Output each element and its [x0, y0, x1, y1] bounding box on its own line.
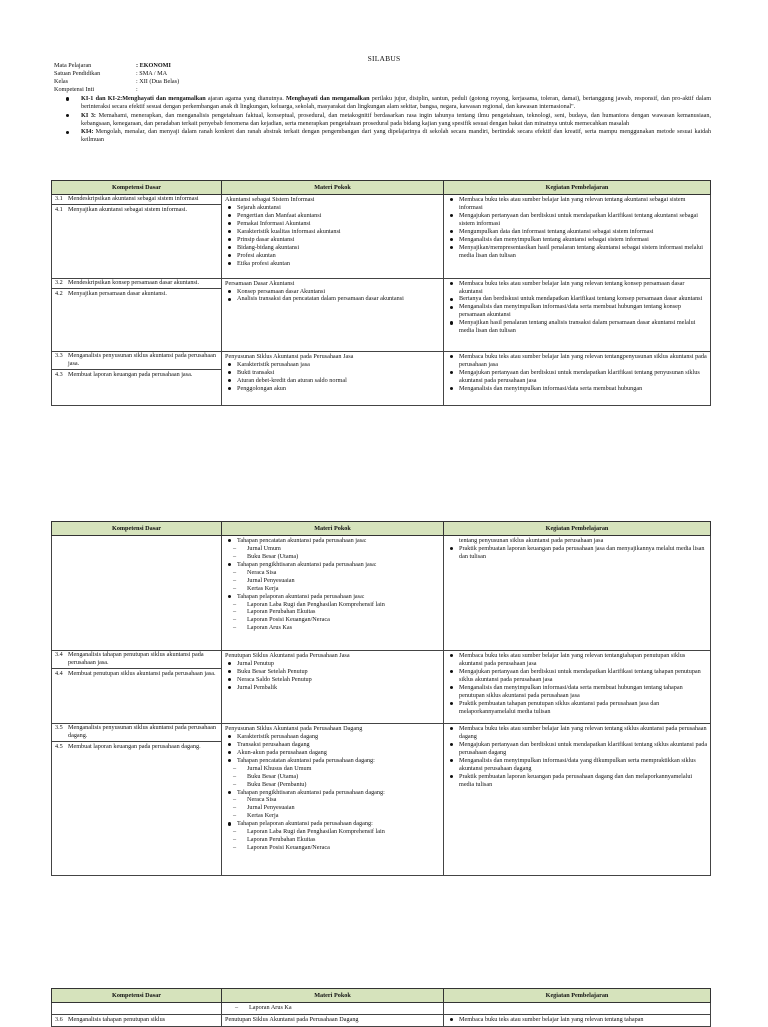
bullet-list — [447, 280, 708, 336]
list-item — [225, 561, 441, 593]
header-kompetensi-dasar: Kompetensi Dasar — [52, 522, 222, 536]
list-item-label: Transaksi perusahaan dagang — [237, 740, 310, 748]
meta-label: Kelas — [54, 78, 69, 85]
meta-row — [54, 78, 179, 86]
table-row — [52, 651, 711, 724]
list-item: Membaca buku teks atau sumber belajar lain yang relevan tentang siklus akuntansi pada perusahaan dagang — [447, 725, 708, 741]
dash-list — [233, 545, 441, 561]
kd-item — [52, 369, 221, 380]
dash-item: – Buku Besar (Utama) — [233, 553, 441, 561]
header-kompetensi-dasar: Kompetensi Dasar — [52, 989, 222, 1003]
kompetensi-inti-list — [63, 95, 711, 145]
list-item: Menganalisis dan menyimpulkan informasi/data serta membuat hubungan tentang konsep persamaan akuntansi — [447, 303, 708, 319]
list-item: Neraca Saldo Setelah Penutup — [225, 676, 441, 684]
dash-list — [233, 569, 441, 593]
list-item — [225, 757, 441, 789]
list-item: Karakteristik perusahaan jasa — [225, 361, 441, 369]
list-item-label: Tahapan pengikhtisaran akuntansi pada perusahaan dagang: — [237, 788, 385, 796]
materi-title: Penyusunan Siklus Akuntansi pada Perusahaan Dagang — [225, 725, 363, 732]
table-row — [52, 278, 711, 351]
list-item: Menyajikan/mempresentasikan hasil penalaran tentang akuntansi sebagai sistem informasi melalui media lisan dan tulisan — [447, 244, 708, 260]
list-item: Sejarah akuntansi — [225, 204, 441, 212]
list-item: Prinsip dasar akuntansi — [225, 236, 441, 244]
ki-text: perilaku jujur, disiplin, santun, peduli (gotong royong, kerjasama, toleran, damai), bertanggung jawab, responsif, dan pro-aktif dalam berinteraksi secara efektif sesuai dengan perkembangan anak di lingkungan, keluarga, sekolah, masyarakat dan lingkungan alam sekitar, bangsa, negara, kawasan regional, dan kawasan internasional". — [81, 95, 712, 110]
table-row — [52, 195, 711, 279]
dash-item: – Laporan Arus Ka — [235, 1004, 441, 1012]
list-item: Bukti transaksi — [225, 369, 441, 377]
meta-value: : SMA / MA — [136, 70, 168, 77]
dash-item: – Laporan Posisi Keuangan/Neraca — [233, 616, 441, 624]
meta-value: : EKONOMI — [136, 62, 171, 69]
syllabus-table-3 — [51, 988, 711, 1027]
kd-text: Menganalisis penyusunan siklus akuntansi pada perusahaan jasa. — [68, 351, 216, 367]
kegiatan-cell — [444, 724, 711, 876]
kd-number: 3.3 — [55, 351, 63, 359]
bullet-list — [225, 733, 441, 852]
kompetensi-dasar-cell — [52, 351, 222, 405]
list-item: Membaca buku teks atau sumber belajar lain yang relevan tentang tahapan — [447, 1016, 708, 1024]
ki-label: KI4: — [81, 128, 94, 136]
table-row — [52, 1003, 711, 1015]
list-item: Membaca buku teks atau sumber belajar lain yang relevan tentangpenyusunan siklus akuntansi pada perusahaan jasa — [447, 353, 708, 369]
list-item — [225, 537, 441, 561]
header-kegiatan-pembelajaran: Kegiatan Pembelajaran — [444, 181, 711, 195]
table-row — [52, 536, 711, 651]
kd-number: 3.1 — [55, 195, 63, 202]
dash-item: – Jurnal Khusus dan Umum — [233, 765, 441, 773]
list-item: Mengumpulkan data dan informasi tentang akuntansi sebagai sistem informasi — [447, 228, 708, 236]
list-item — [225, 820, 441, 852]
ki-item — [63, 95, 711, 111]
kompetensi-dasar-cell — [52, 536, 222, 651]
bullet-list — [447, 196, 708, 260]
meta-row — [54, 70, 179, 78]
dash-item: – Laporan Arus Kas — [233, 624, 441, 632]
list-item: Penggolongan akun — [225, 385, 441, 393]
dash-item: – Laporan Posisi Keuangan/Neraca — [233, 844, 441, 852]
ki-label: KI 3: — [81, 111, 96, 119]
header-kegiatan-pembelajaran: Kegiatan Pembelajaran — [444, 989, 711, 1003]
syllabus-table-2 — [51, 521, 711, 876]
list-item — [225, 789, 441, 821]
kegiatan-cell — [444, 536, 711, 651]
materi-pokok-cell — [222, 1003, 444, 1015]
dash-item: – Jurnal Penyesuaian — [233, 804, 441, 812]
materi-pokok-cell — [222, 195, 444, 279]
kd-item — [52, 195, 221, 204]
list-item: Mengajukan pertanyaan dan berdiskusi untuk mendapatkan klarifikasi tentang siklus akuntansi pada perusahaan dagang — [447, 741, 708, 757]
dash-item: – Kertas Kerja — [233, 585, 441, 593]
bullet-list — [225, 537, 441, 632]
list-item: Pengertian dan Manfaat akuntansi — [225, 212, 441, 220]
kd-text: Menganalisis penyusunan siklus akuntansi pada perusahaan dagang. — [68, 724, 216, 739]
list-item: Praktik pembuatan tahapan penutupan siklus akuntansi pada perusahaan jasa dan melaporkannyamelalui media tulisan — [447, 700, 708, 716]
dash-item: – Buku Besar (Utama) — [233, 773, 441, 781]
list-item: Bertanya dan berdiskusi untuk mendapatkan klarifikasi tentang konsep persamaan dasar akuntansi — [447, 295, 708, 303]
list-item: Mengajukan pertanyaan dan berdiskusi untuk mendapatkan klarifikasi tentang tahapan penutupan siklus akuntansi pada perusahaan jasa — [447, 668, 708, 684]
dash-item: – Laporan Perubahan Ekuitas — [233, 608, 441, 616]
list-item: Aturan debet-kredit dan aturan saldo normal — [225, 377, 441, 385]
kegiatan-cell — [444, 195, 711, 279]
materi-pokok-cell — [222, 351, 444, 405]
header-kegiatan-pembelajaran: Kegiatan Pembelajaran — [444, 522, 711, 536]
dash-item: – Laporan Perubahan Ekuitas — [233, 836, 441, 844]
header-materi-pokok: Materi Pokok — [222, 522, 444, 536]
list-item — [225, 749, 441, 757]
meta-value: : XII (Dua Belas) — [136, 78, 180, 85]
dash-list — [233, 828, 441, 852]
kd-number: 3.6 — [55, 1016, 63, 1023]
list-item — [225, 733, 441, 741]
kd-text: Menganalisis tahapan penutupan siklus — [68, 1016, 166, 1023]
kd-number: 3.4 — [55, 651, 63, 658]
dash-item: – Kertas Kerja — [233, 812, 441, 820]
list-item: Mengajukan pertanyaan dan berdiskusi untuk mendapatkan klarifikasi tentang penyusunan siklus akuntansi pada perusahaan jasa — [447, 369, 708, 385]
kd-item — [52, 724, 221, 741]
list-item: Menganalisis dan menyimpulkan tentang akuntansi sebagai sistem informasi — [447, 236, 708, 244]
meta-row — [54, 86, 179, 94]
kegiatan-cell — [444, 1015, 711, 1027]
list-item: Bidang-bidang akuntansi — [225, 244, 441, 252]
list-item — [225, 593, 441, 633]
table-row — [52, 724, 711, 876]
kegiatan-cell — [444, 651, 711, 724]
list-item: Konsep persamaan dasar Akuntansi — [225, 288, 441, 296]
bullet-list — [225, 204, 441, 268]
list-item: Praktik pembuatan laporan keuangan pada perusahaan dagang dan dan melaporkannyamelalui media tulisan — [447, 773, 708, 789]
kompetensi-dasar-cell — [52, 195, 222, 279]
bullet-list — [447, 652, 708, 716]
list-item-label: Tahapan pelaporan akuntansi pada perusahaan jasa: — [237, 592, 365, 600]
kd-item — [52, 288, 221, 299]
dash-list — [233, 765, 441, 789]
kd-item — [52, 279, 221, 288]
list-item: Profesi akuntan — [225, 252, 441, 260]
meta-label: Mata Pelajaran — [54, 62, 92, 69]
dash-item: – Laporan Laba Rugi dan Penghasilan Komprehensif lain — [233, 601, 441, 609]
kd-item — [52, 651, 221, 668]
dash-item: – Buku Besar (Pembantu) — [233, 781, 441, 789]
list-item: Membaca buku teks atau sumber belajar lain yang relevan tentang konsep persamaan dasar akuntansi — [447, 280, 708, 296]
list-item: Jurnal Penutup — [225, 660, 441, 668]
ki-text: ajaran agama yang dianutnya. — [205, 95, 287, 102]
materi-pokok-cell — [222, 651, 444, 724]
kompetensi-dasar-cell — [52, 278, 222, 351]
kd-item — [52, 204, 221, 215]
bullet-list — [447, 353, 708, 393]
kd-number: 4.2 — [55, 289, 63, 297]
kegiatan-cell — [444, 1003, 711, 1015]
list-item: Menyajikan hasil penalaran tentang analisis transaksi dalam persamaan dasar akuntansi melalui media lisan dan tulisan — [447, 319, 708, 335]
list-item: Mengajukan pertanyaan dan berdiskusi untuk mendapatkan klarifikasi tentang akuntansi sebagai sistem informasi — [447, 212, 708, 228]
dash-item: – Neraca Sisa — [233, 796, 441, 804]
kompetensi-dasar-cell — [52, 1015, 222, 1027]
list-item: Pemakai Informasi Akuntansi — [225, 220, 441, 228]
materi-pokok-cell — [222, 724, 444, 876]
list-item-label: Tahapan pengikhtisaran akuntansi pada perusahaan jasa: — [237, 560, 377, 568]
list-item: Menganalisis dan menyimpulkan informasi/data serta membuat hubungan tentang tahapan penutupan siklus akuntansi pada perusahaan jasa — [447, 684, 708, 700]
ki-text: Mengolah, menalar, dan menyaji dalam ranah konkret dan ranah abstrak terkait dengan pengembangan dari yang dipelajarinya di sekolah secara mandiri, bertindak secara efektif dan kreatif, serta mampu menggunakan metode sesuai kaidah keilmuan — [81, 128, 711, 144]
dash-list — [233, 601, 441, 633]
list-item-label: Tahapan pencatatan akuntansi pada perusahaan jasa: — [237, 537, 367, 544]
list-item: Jurnal Pembalik — [225, 684, 441, 692]
materi-pokok-cell — [222, 278, 444, 351]
ki-text: Memahami, menerapkan, dan menganalisis pengetahuan faktual, konseptual, prosedural, dan metakognitif berdasarkan rasa ingin tahunya tentang ilmu pengetahuan, teknologi, seni, budaya, dan humaniora dengan wawasan kemanusiaan, kebangsaan, kenegaraan, dan peradaban terkait penyebab fenomena dan kejadian, serta menerapkan pengetahuan prosedural pada bidang kajian yang spesifik sesuai dengan bakat dan minatnya untuk memecahkan masalah — [81, 111, 712, 127]
kompetensi-dasar-cell — [52, 651, 222, 724]
kegiatan-cell — [444, 278, 711, 351]
table-row — [52, 1015, 711, 1027]
materi-title: Penutupan Siklus Akuntansi pada Perusahaan Dagang — [225, 1016, 359, 1023]
kd-item — [52, 668, 221, 679]
header-materi-pokok: Materi Pokok — [222, 181, 444, 195]
list-item: Analisis transaksi dan pencatatan dalam persamaan dasar akuntansi — [225, 295, 441, 303]
kd-text: Menyajikan akuntansi sebagai sistem informasi. — [68, 205, 188, 213]
materi-pokok-cell — [222, 536, 444, 651]
materi-title: Penutupan Siklus Akuntansi pada Perusahaan Jasa — [225, 652, 350, 659]
kd-number: 4.5 — [55, 742, 63, 750]
bullet-list — [447, 1016, 708, 1024]
list-item-label: Tahapan pelaporan akuntansi pada perusahaan dagang: — [237, 820, 373, 828]
dash-item: – Laporan Laba Rugi dan Penghasilan Komprehensif lain — [233, 828, 441, 836]
kd-number: 3.5 — [55, 724, 63, 731]
kd-text: Membuat penutupan siklus akuntansi pada perusahaan jasa. — [68, 669, 216, 677]
kd-item — [52, 741, 221, 752]
list-item: Menganalisis dan menyimpulkan informasi/data yang dikumpulkan serta mempraktikkan siklus akuntansi perusahaan dagang — [447, 757, 708, 773]
meta-value: : — [136, 86, 138, 93]
page-title: SILABUS — [367, 54, 401, 63]
kd-text: Mendeskripsikan konsep persamaan dasar akuntansi. — [68, 278, 200, 286]
materi-pokok-cell — [222, 1015, 444, 1027]
header-materi-pokok: Materi Pokok — [222, 989, 444, 1003]
kd-item — [52, 352, 221, 369]
continued-text: tentang penyusunan siklus akuntansi pada perusahaan jasa — [459, 537, 604, 544]
syllabus-table-1 — [51, 180, 711, 406]
materi-title: Persamaan Dasar Akuntansi — [225, 279, 295, 287]
kd-text: Mendeskripsikan akuntansi sebagai sistem informasi — [68, 195, 199, 202]
kompetensi-dasar-cell — [52, 1003, 222, 1015]
list-item — [225, 741, 441, 749]
list-item: Praktik pembuatan laporan keuangan pada perusahaan jasa dan menyajikannya melalui media lisan dan tulisan — [447, 545, 708, 561]
ki-item — [63, 112, 711, 128]
materi-title: Penyusunan Siklus Akuntansi pada Perusahaan Jasa — [225, 352, 354, 360]
list-item-label: Tahapan pencatatan akuntansi pada perusahaan dagang: — [237, 756, 375, 764]
ki-item — [63, 128, 711, 144]
bullet-list — [447, 545, 708, 561]
table-row — [52, 351, 711, 405]
list-item: Membaca buku teks atau sumber belajar lain yang relevan tentangtahapan penutupan siklus akuntansi pada perusahaan jasa — [447, 652, 708, 668]
header-kompetensi-dasar: Kompetensi Dasar — [52, 181, 222, 195]
dash-list — [233, 796, 441, 820]
bullet-list — [225, 660, 441, 692]
list-item: Membaca buku teks atau sumber belajar lain yang relevan tentang akuntansi sebagai sistem informasi — [447, 196, 708, 212]
dash-item: – Neraca Sisa — [233, 569, 441, 577]
list-item: Etika profesi akuntan — [225, 260, 441, 268]
list-item-label: Akun-akun pada perusahaan dagang — [237, 748, 327, 756]
kd-text: Membuat laporan keuangan pada perusahaan dagang. — [68, 742, 201, 750]
bullet-list — [225, 288, 441, 304]
list-item-label: Karakteristik perusahaan dagang — [237, 732, 319, 740]
kd-text: Menganalisis tahapan penutupan siklus akuntansi pada perusahaan jasa. — [68, 651, 204, 666]
list-item: Karakteristik kualitas informasi akuntansi — [225, 228, 441, 236]
ki-label: Menghayati dan mengamalkan — [286, 95, 370, 102]
kd-number: 4.4 — [55, 669, 63, 677]
meta-row — [54, 62, 179, 70]
dash-list — [235, 1004, 441, 1012]
bullet-list — [447, 725, 708, 789]
kd-number: 4.3 — [55, 370, 63, 378]
kd-text: Membuat laporan keuangan pada perusahaan jasa. — [68, 370, 193, 378]
dash-item: – Jurnal Umum — [233, 545, 441, 553]
kd-number: 3.2 — [55, 278, 63, 286]
list-item: Buku Besar Setelah Penutup — [225, 668, 441, 676]
list-item: Menganalisis dan menyimpulkan informasi/data serta membuat hubungan — [447, 385, 708, 393]
kd-number: 4.1 — [55, 205, 63, 213]
bullet-list — [225, 361, 441, 393]
kompetensi-dasar-cell — [52, 724, 222, 876]
kegiatan-cell — [444, 351, 711, 405]
meta-label: Kompetensi Inti — [54, 86, 95, 93]
materi-title: Akuntansi sebagai Sistem Informasi — [225, 196, 315, 203]
ki-label: KI-1 dan KI-2:Menghayati dan mengamalkan — [81, 95, 206, 102]
meta-label: Satuan Pendidikan — [54, 70, 101, 77]
kd-text: Menyajikan persamaan dasar akuntansi. — [68, 289, 167, 297]
dash-item: – Jurnal Penyesuaian — [233, 577, 441, 585]
document-meta — [54, 62, 179, 94]
